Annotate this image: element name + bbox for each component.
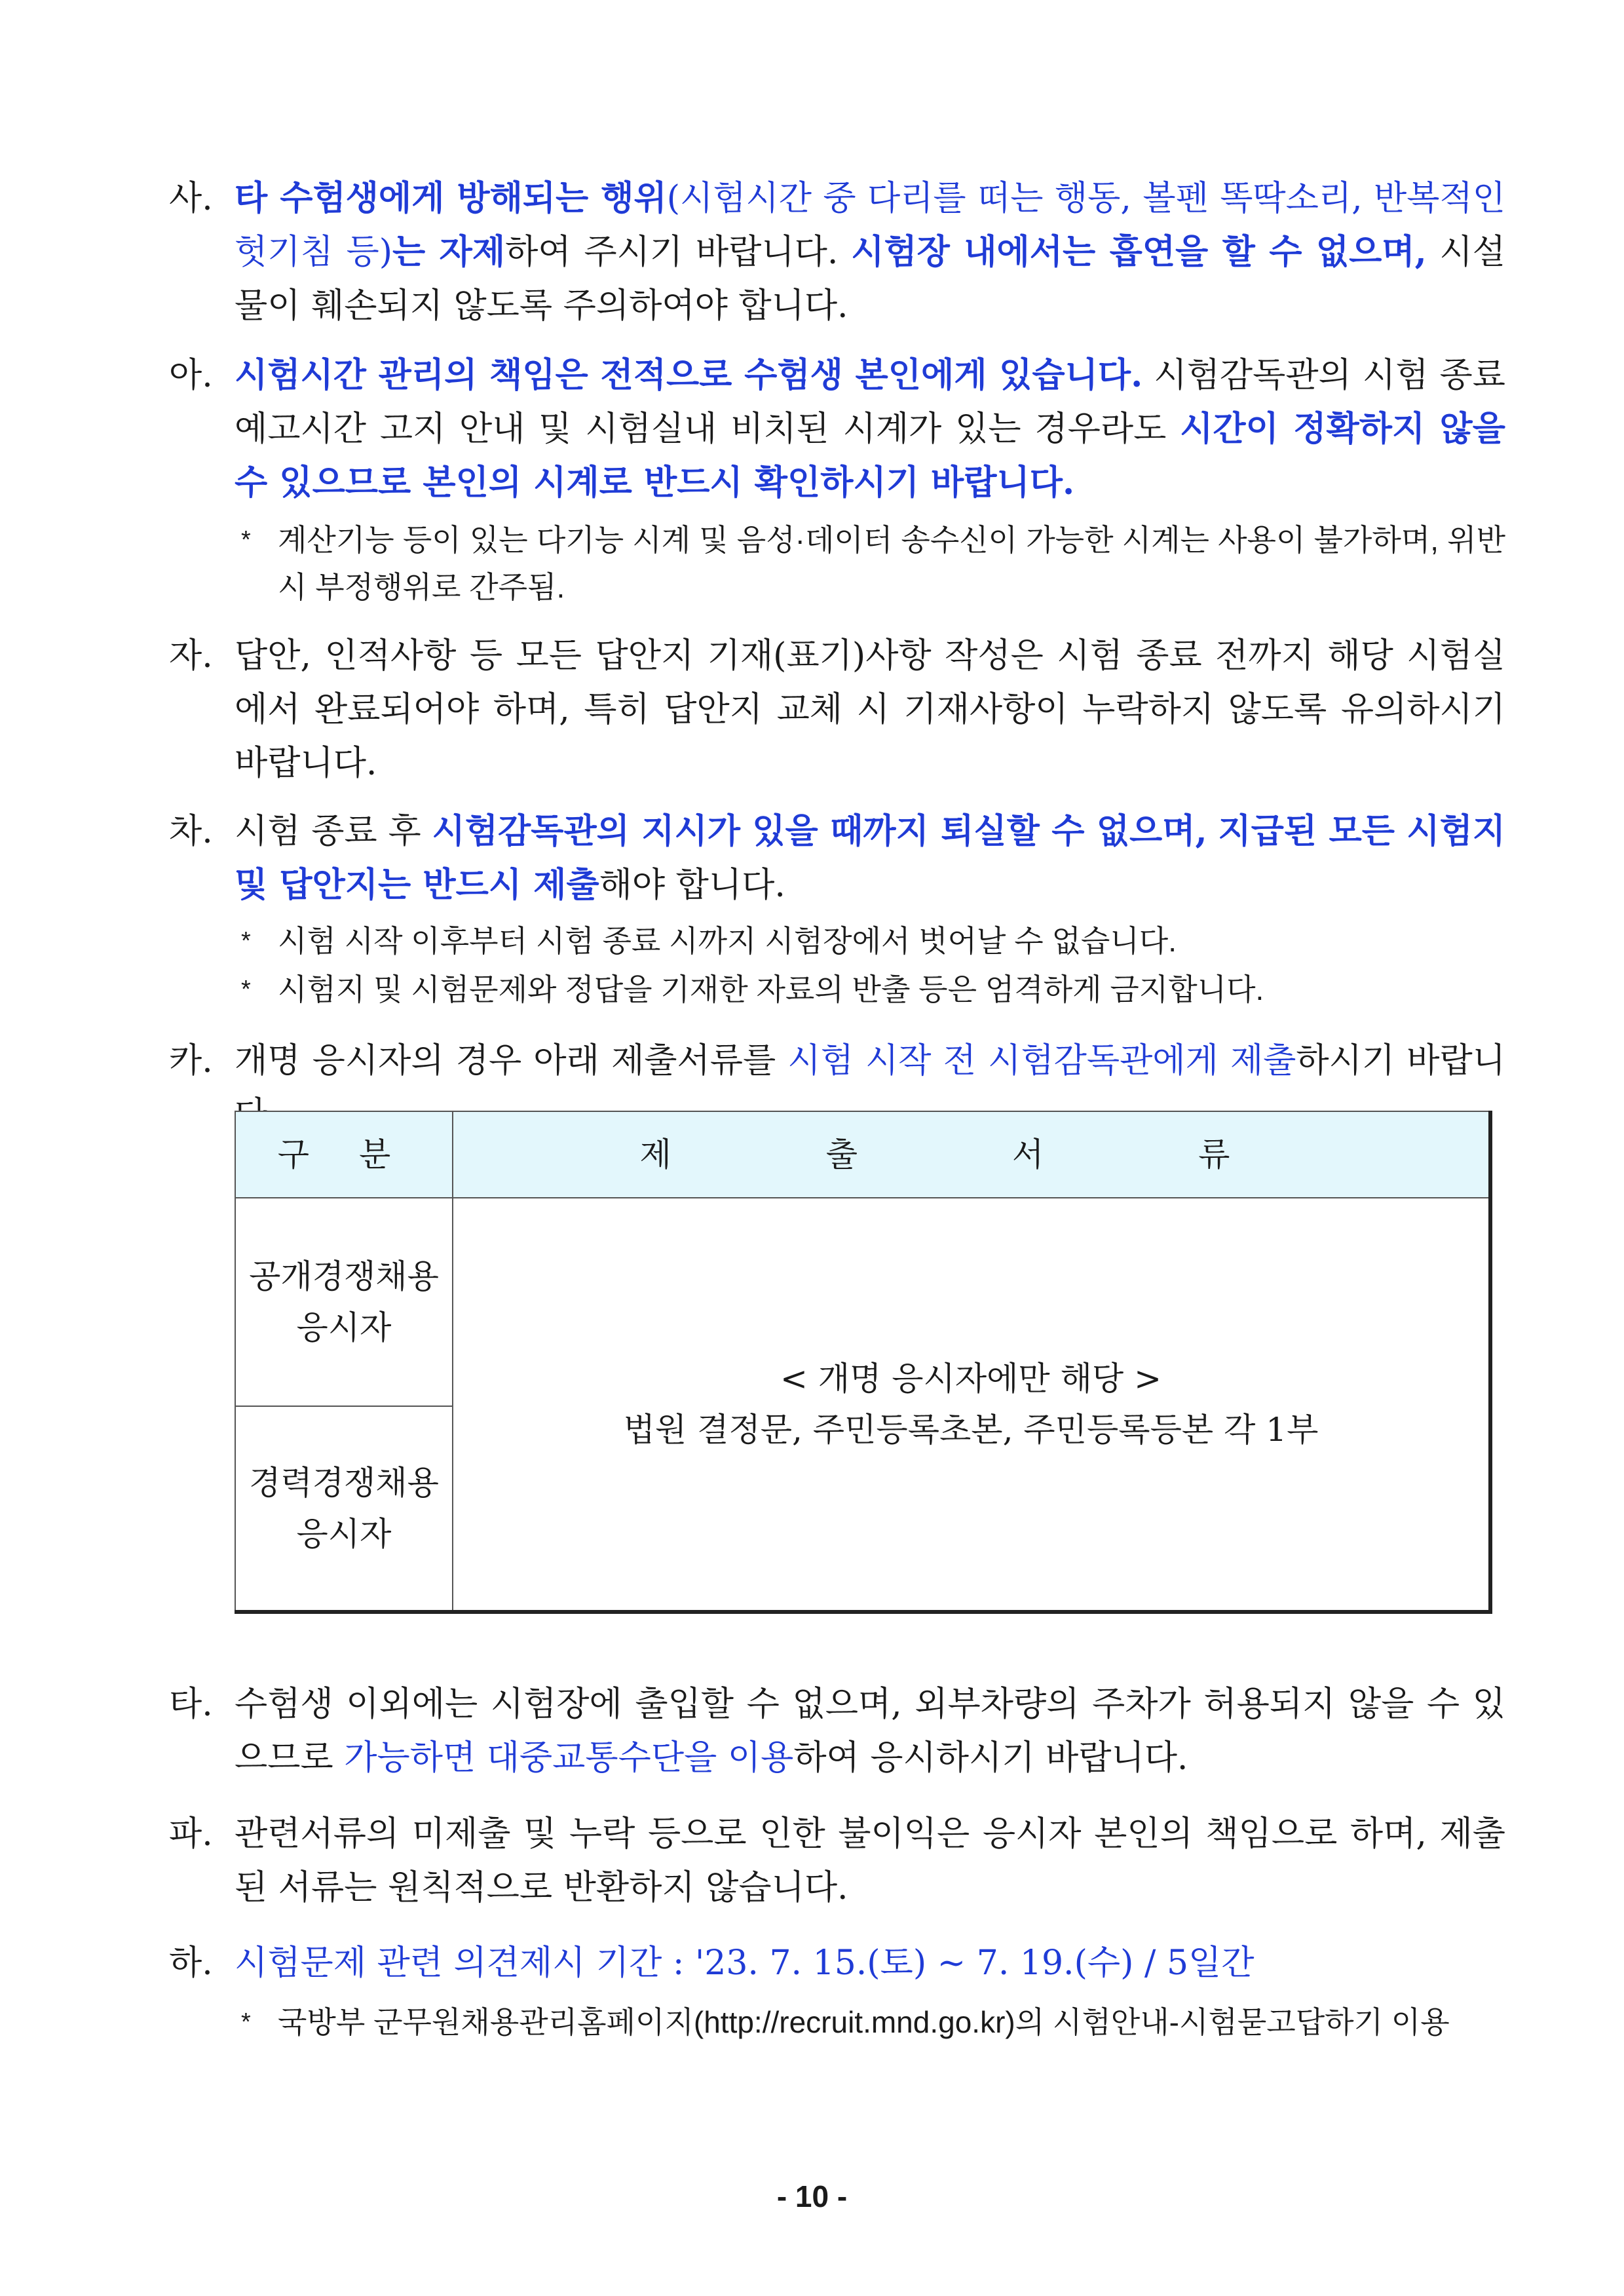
documents-list: 법원 결정문, 주민등록초본, 주민등록등본 각 1부: [623, 1411, 1319, 1449]
row-label-line: 응시자: [296, 1309, 392, 1347]
item-ja: [169, 629, 1505, 790]
note-ha: [241, 1999, 1505, 2046]
asterisk-bullet: *: [241, 526, 251, 554]
plain-text: 시험감독관의 시험 종료 예고시간 고지 안내 및 시험실내 비치된 시계가 있는 경우라도: [235, 356, 1506, 449]
plain-text: 하여 응시하시기 바랍니다.: [793, 1738, 1188, 1778]
item-ha: [169, 1936, 1505, 1990]
emphasis-text: 시험장 내에서는 흡연을 할 수 없으며,: [851, 232, 1427, 272]
item-ta: [169, 1677, 1505, 1785]
item-marker: 파.: [169, 1814, 213, 1854]
asterisk-bullet: *: [241, 927, 251, 955]
table-row-label: [235, 1198, 453, 1406]
item-marker: 자.: [169, 636, 213, 676]
plain-text: 수험생 이외에는 시험장에 출입할 수 없으며, 외부차량의 주차가 허용되지 않을 수 있으므로: [235, 1685, 1505, 1778]
item-marker: 아.: [169, 356, 213, 395]
item-body: 답안, 인적사항 등 모든 답안지 기재(표기)사항 작성은 시험 종료 전까지 해당 시험실에서 완료되어야 하며, 특히 답안지 교체 시 기재사항이 누락하지 않도록 유의하시기 바랍니다.: [235, 636, 1505, 783]
plain-text: 하여 주시기 바랍니다.: [505, 233, 839, 272]
table-header-category: 구 분: [235, 1111, 453, 1198]
item-a: [169, 349, 1505, 510]
emphasis-text: 시험 시작 전 시험감독관에게 제출: [787, 1041, 1296, 1081]
plain-text: 하시기 바랍니: [1296, 1041, 1505, 1081]
item-marker: 사.: [169, 179, 213, 218]
page-number: - 10 -: [776, 2179, 848, 2213]
item-sa: [169, 172, 1505, 333]
note-text: 국방부 군무원채용관리홈페이지(http://recruit.mnd.go.kr)의 시험안내-시험묻고답하기 이용: [278, 2005, 1450, 2039]
item-body: 시험문제 관련 의견제시 기간 : '23. 7. 15.(토) ~ 7. 19.(수) / 5일간: [235, 1943, 1255, 1983]
table-row-label: [235, 1406, 453, 1612]
emphasis-text: 시험감독관의 지시가 있을 때까지 퇴실할 수 없으며,: [432, 811, 1207, 851]
item-marker: 하.: [169, 1943, 213, 1983]
note-cha-2: [241, 966, 1505, 1013]
documents-note: < 개명 응시자에만 해당 >: [780, 1360, 1162, 1398]
note-cha-1: [241, 917, 1505, 965]
emphasis-text: 시간이 정확하지 않을 수 있으므로 본인의 시계로 반드시 확인하시기 바랍니다.: [235, 409, 1506, 503]
plain-text: 개명 응시자의 경우 아래 제출서류를: [235, 1041, 776, 1081]
asterisk-bullet: *: [241, 976, 251, 1003]
item-cha: [169, 805, 1505, 912]
table-documents-cell: [453, 1198, 1490, 1612]
table-header-documents: 제 출 서 류: [453, 1111, 1490, 1198]
plain-text: 시험 종료 후: [235, 812, 421, 851]
plain-text: 시설물이 훼손되지 않도록 주의하여야 합니다.: [235, 233, 1505, 326]
item-body: [235, 805, 1505, 912]
note-text: 계산기능 등이 있는 다기능 시계 및 음성·데이터 송수신이 가능한 시계는 사용이 불가하며, 위반 시 부정행위로 간주됨.: [278, 523, 1505, 604]
note-a: [241, 516, 1505, 611]
item-body: [235, 1677, 1505, 1785]
row-label-line: 공개경쟁채용: [249, 1257, 439, 1295]
emphasis-text: 타 수험생에게 방해되는 행위: [235, 178, 667, 218]
item-body: [235, 172, 1505, 333]
emphasis-text: 는 자제: [392, 232, 506, 272]
item-pa: [169, 1807, 1505, 1915]
emphasis-text: 지급된 모든 시험지 및 답안지는 반드시 제출: [235, 811, 1505, 905]
plain-text: 해야 합니다.: [599, 866, 785, 905]
emphasis-text: 시험시간 관리의 책임은 전적으로 수험생 본인에게 있습니다.: [235, 355, 1143, 395]
note-text: 시험지 및 시험문제와 정답을 기재한 자료의 반출 등은 엄격하게 금지합니다.: [278, 972, 1264, 1006]
item-body: [235, 349, 1505, 510]
item-marker: 카.: [169, 1041, 213, 1081]
asterisk-bullet: *: [241, 2008, 251, 2036]
row-label-line: 경력경쟁채용: [249, 1464, 439, 1502]
item-body: 관련서류의 미제출 및 누락 등으로 인한 불이익은 응시자 본인의 책임으로 하며, 제출된 서류는 원칙적으로 반환하지 않습니다.: [235, 1814, 1505, 1907]
submission-documents-table: [235, 1111, 1492, 1614]
item-marker: 타.: [169, 1685, 213, 1724]
emphasis-text: (시험시간 중 다리를 떠는 행동, 볼펜 똑딱소리, 반복적인 헛기침 등): [235, 179, 1505, 272]
emphasis-text: 가능하면 대중교통수단을 이용: [344, 1738, 794, 1778]
row-label-line: 응시자: [296, 1515, 392, 1553]
item-marker: 차.: [169, 812, 213, 851]
note-text: 시험 시작 이후부터 시험 종료 시까지 시험장에서 벗어날 수 없습니다.: [278, 924, 1177, 958]
